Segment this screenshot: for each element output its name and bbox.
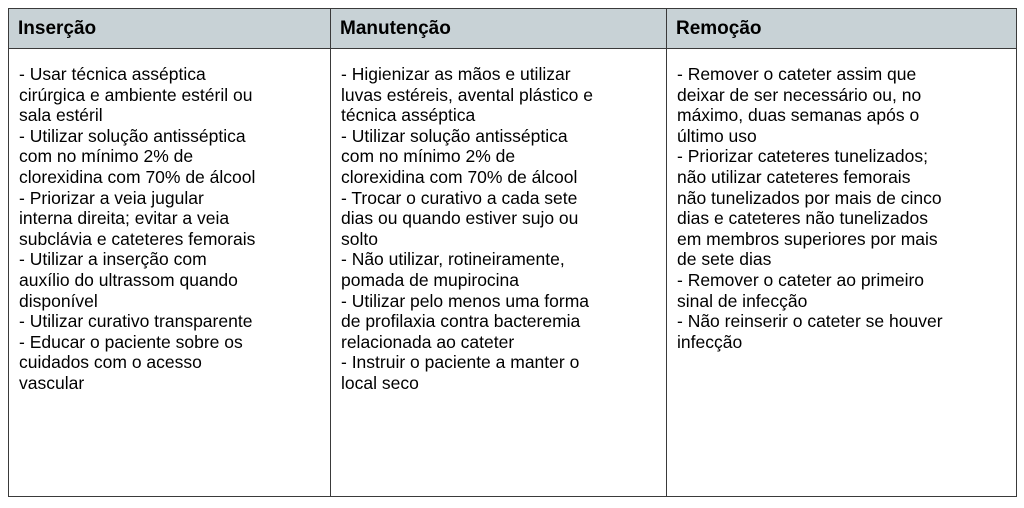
header-manutencao: Manutenção — [331, 9, 667, 48]
cell-text-line: de sete dias — [677, 249, 772, 270]
cell-text-line: sala estéril — [19, 105, 103, 126]
cell-text-line: - Priorizar cateteres tunelizados; — [677, 146, 928, 167]
cell-text-line: não utilizar cateteres femorais — [677, 166, 911, 187]
cell-text-line: subclávia e cateteres femorais — [19, 228, 256, 249]
header-remocao: Remoção — [676, 18, 762, 39]
cell-text-line: - Utilizar pelo menos uma forma — [341, 290, 589, 311]
cell-text-line: com no mínimo 2% de — [19, 146, 194, 167]
cell-text-line: vascular — [19, 372, 85, 393]
cell-text-line: sinal de infecção — [677, 290, 808, 311]
cell-text-line: local seco — [341, 372, 419, 393]
header-insercao: Inserção — [9, 9, 331, 48]
cell-text-line: - Educar o paciente sobre os — [19, 331, 243, 352]
cell-text-line: com no mínimo 2% de — [341, 146, 516, 167]
cell-text-line: - Não reinserir o cateter se houver — [677, 311, 943, 332]
cell-text-line: técnica asséptica — [341, 105, 476, 126]
cell-text-line: dias ou quando estiver sujo ou — [341, 208, 579, 229]
table-header-row — [9, 9, 1016, 49]
cell-text-line: - Instruir o paciente a manter o — [341, 352, 580, 373]
cell-remocao — [667, 49, 1016, 496]
catheter-care-table — [8, 8, 1017, 497]
cell-text-line: auxílio do ultrassom quando — [19, 269, 238, 290]
cell-insercao — [9, 49, 331, 496]
cell-text-line: em membros superiores por mais — [677, 228, 938, 249]
cell-text-line: pomada de mupirocina — [341, 269, 520, 290]
cell-text-line: interna direita; evitar a veia — [19, 208, 230, 229]
cell-text-line: - Utilizar a inserção com — [19, 249, 207, 270]
cell-text-line: - Remover o cateter assim que — [677, 64, 917, 84]
cell-text-line: máximo, duas semanas após o — [677, 105, 920, 126]
cell-text-line: clorexidina com 70% de álcool — [341, 166, 578, 187]
cell-text-line: - Priorizar a veia jugular — [19, 187, 204, 208]
cell-text-line: cirúrgica e ambiente estéril ou — [19, 84, 253, 105]
cell-text-line: clorexidina com 70% de álcool — [19, 166, 256, 187]
cell-text-line: - Não utilizar, rotineiramente, — [341, 249, 565, 270]
cell-text-line: último uso — [677, 125, 757, 146]
cell-text-line: disponível — [19, 290, 98, 311]
cell-text-line: - Utilizar solução antisséptica — [19, 125, 246, 146]
cell-text-line: - Utilizar curativo transparente — [19, 311, 253, 332]
cell-text-line: deixar de ser necessário ou, no — [677, 84, 922, 105]
cell-text-line: luvas estéreis, avental plástico e — [341, 84, 593, 105]
cell-text-line: dias e cateteres não tunelizados — [677, 208, 928, 229]
cell-text-line: solto — [341, 228, 378, 249]
cell-text-line: - Utilizar solução antisséptica — [341, 125, 568, 146]
cell-text-line: relacionada ao cateter — [341, 331, 515, 352]
cell-text-line: - Usar técnica asséptica — [19, 64, 206, 84]
cell-text-line: infecção — [677, 331, 743, 352]
cell-text-line: - Higienizar as mãos e utilizar — [341, 64, 571, 84]
cell-text-line: não tunelizados por mais de cinco — [677, 187, 942, 208]
cell-text-line: cuidados com o acesso — [19, 352, 202, 373]
table-body-row — [9, 49, 1016, 496]
cell-text-line: - Remover o cateter ao primeiro — [677, 269, 925, 290]
cell-manutencao — [331, 49, 667, 496]
cell-text-line: de profilaxia contra bacteremia — [341, 311, 581, 332]
cell-text-line: - Trocar o curativo a cada sete — [341, 187, 578, 208]
